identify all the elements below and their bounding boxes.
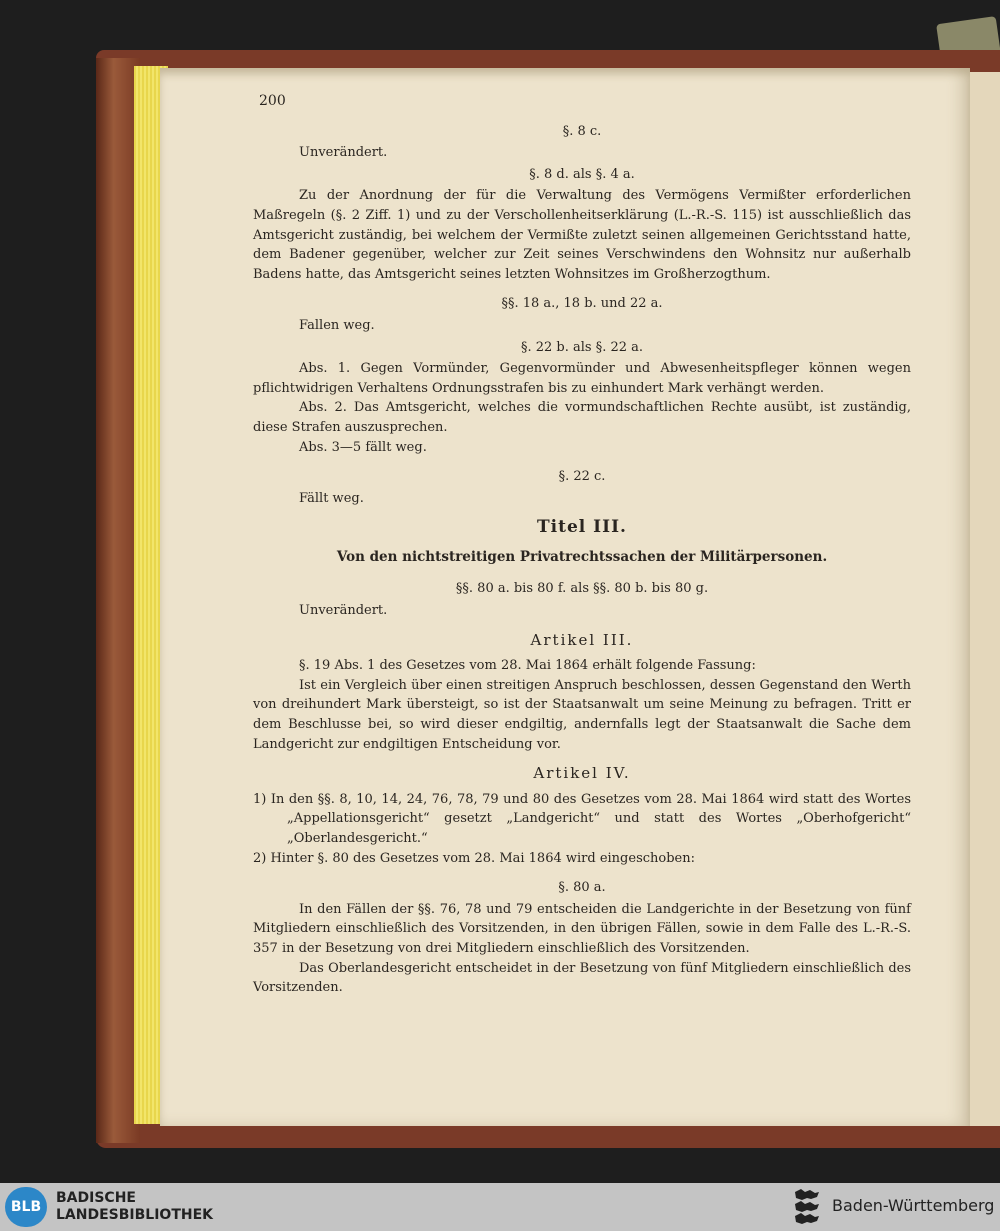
section-heading: §§. 18 a., 18 b. und 22 a. xyxy=(501,296,663,312)
library-name-line1: BADISCHE xyxy=(56,1190,136,1206)
list-item: 1) In den §§. 8, 10, 14, 24, 76, 78, 79 und 80 des Gesetzes vom 28. Mai 1864 wird statt des Wortes „Appellationsgericht“ gesetzt „Landgericht“ und statt des Wortes „Oberhofgericht“ „Oberlandesgericht.“ xyxy=(253,791,911,846)
paragraph: In den Fällen der §§. 76, 78 und 79 entscheiden die Landgerichte in der Besetzung von fünf Mitgliedern einschließlich des Vorsitzenden, in den übrigen Fällen, sowie in dem Falle des L.-R.-S. 357 in der Besetzung von drei Mitgliedern einschließlich des Vorsitzenden. xyxy=(253,901,911,956)
paragraph: Ist ein Vergleich über einen streitigen Anspruch beschlossen, dessen Gegenstand den Werth von dreihundert Mark übersteigt, so ist der Staatsanwalt um seine Meinung zu befragen. Tritt er dem Beschlusse bei, so wird dieser endgiltig, andernfalls legt der Staatsanwalt die Sache dem Landgericht zur endgiltigen Entscheidung vor. xyxy=(253,677,911,752)
section-heading: §§. 80 a. bis 80 f. als §§. 80 b. bis 80 g. xyxy=(455,581,709,597)
baden-wuerttemberg-lions-icon xyxy=(792,1188,822,1226)
section-heading: §. 22 c. xyxy=(558,469,606,485)
footer-bar xyxy=(0,1183,1000,1231)
paragraph: Unverändert. xyxy=(299,145,388,161)
titel-heading: Titel III. xyxy=(537,517,627,538)
paragraph: Abs. 2. Das Amtsgericht, welches die vormundschaftlichen Rechte ausübt, ist zuständig, diese Strafen auszusprechen. xyxy=(253,400,911,435)
paragraph: Abs. 1. Gegen Vormünder, Gegenvormünder und Abwesenheitspfleger können wegen pflichtwidrigen Verhaltens Ordnungsstrafen bis zu einhundert Mark verhängt werden. xyxy=(253,361,911,396)
paragraph: Zu der Anordnung der für die Verwaltung des Vermögens Vermißter erforderlichen Maßregeln (§. 2 Ziff. 1) und zu der Verschollenheitserklärung (L.-R.-S. 115) ist ausschließlich das Amtsgericht zuständig, bei welchem der Vermißte zuletzt seinen allgemeinen Gerichtsstand hatte, dem Badener gegenüber, welcher zur Zeit seines Verschwindens den Wohnsitz nur außerhalb Badens hatte, das Amtsgericht seines letzten Wohnsitzes im Großherzogthum. xyxy=(253,188,911,282)
list-item: 2) Hinter §. 80 des Gesetzes vom 28. Mai 1864 wird eingeschoben: xyxy=(253,850,695,866)
library-name[interactable] xyxy=(56,1190,213,1224)
paragraph: Unverändert. xyxy=(299,603,388,619)
section-heading: §. 8 d. als §. 4 a. xyxy=(529,166,635,182)
titel-subheading: Von den nichtstreitigen Privatrechtssachen der Militärpersonen. xyxy=(336,548,828,565)
state-name[interactable]: Baden-Württemberg xyxy=(832,1196,995,1215)
paragraph: Fällt weg. xyxy=(299,490,364,506)
paragraph: Abs. 3—5 fällt weg. xyxy=(299,439,427,455)
page-text xyxy=(253,92,911,998)
paragraph: §. 19 Abs. 1 des Gesetzes vom 28. Mai 1864 erhält folgende Fassung: xyxy=(299,658,756,674)
section-heading: §. 22 b. als §. 22 a. xyxy=(520,339,644,355)
paragraph: Fallen weg. xyxy=(299,317,375,333)
blb-logo-icon[interactable]: BLB xyxy=(5,1187,47,1227)
article-list xyxy=(253,790,911,868)
artikel-heading: Artikel III. xyxy=(530,630,634,649)
library-name-line2: LANDESBIBLIOTHEK xyxy=(56,1207,214,1223)
paragraph: Das Oberlandesgericht entscheidet in der Besetzung von fünf Mitgliedern einschließlich des Vorsitzenden. xyxy=(253,960,911,996)
section-heading: §. 8 c. xyxy=(562,123,602,139)
artikel-heading: Artikel IV. xyxy=(533,764,631,783)
page-number: 200 xyxy=(259,93,286,109)
section-heading: §. 80 a. xyxy=(558,880,606,896)
facing-page-edge xyxy=(968,72,1000,1126)
